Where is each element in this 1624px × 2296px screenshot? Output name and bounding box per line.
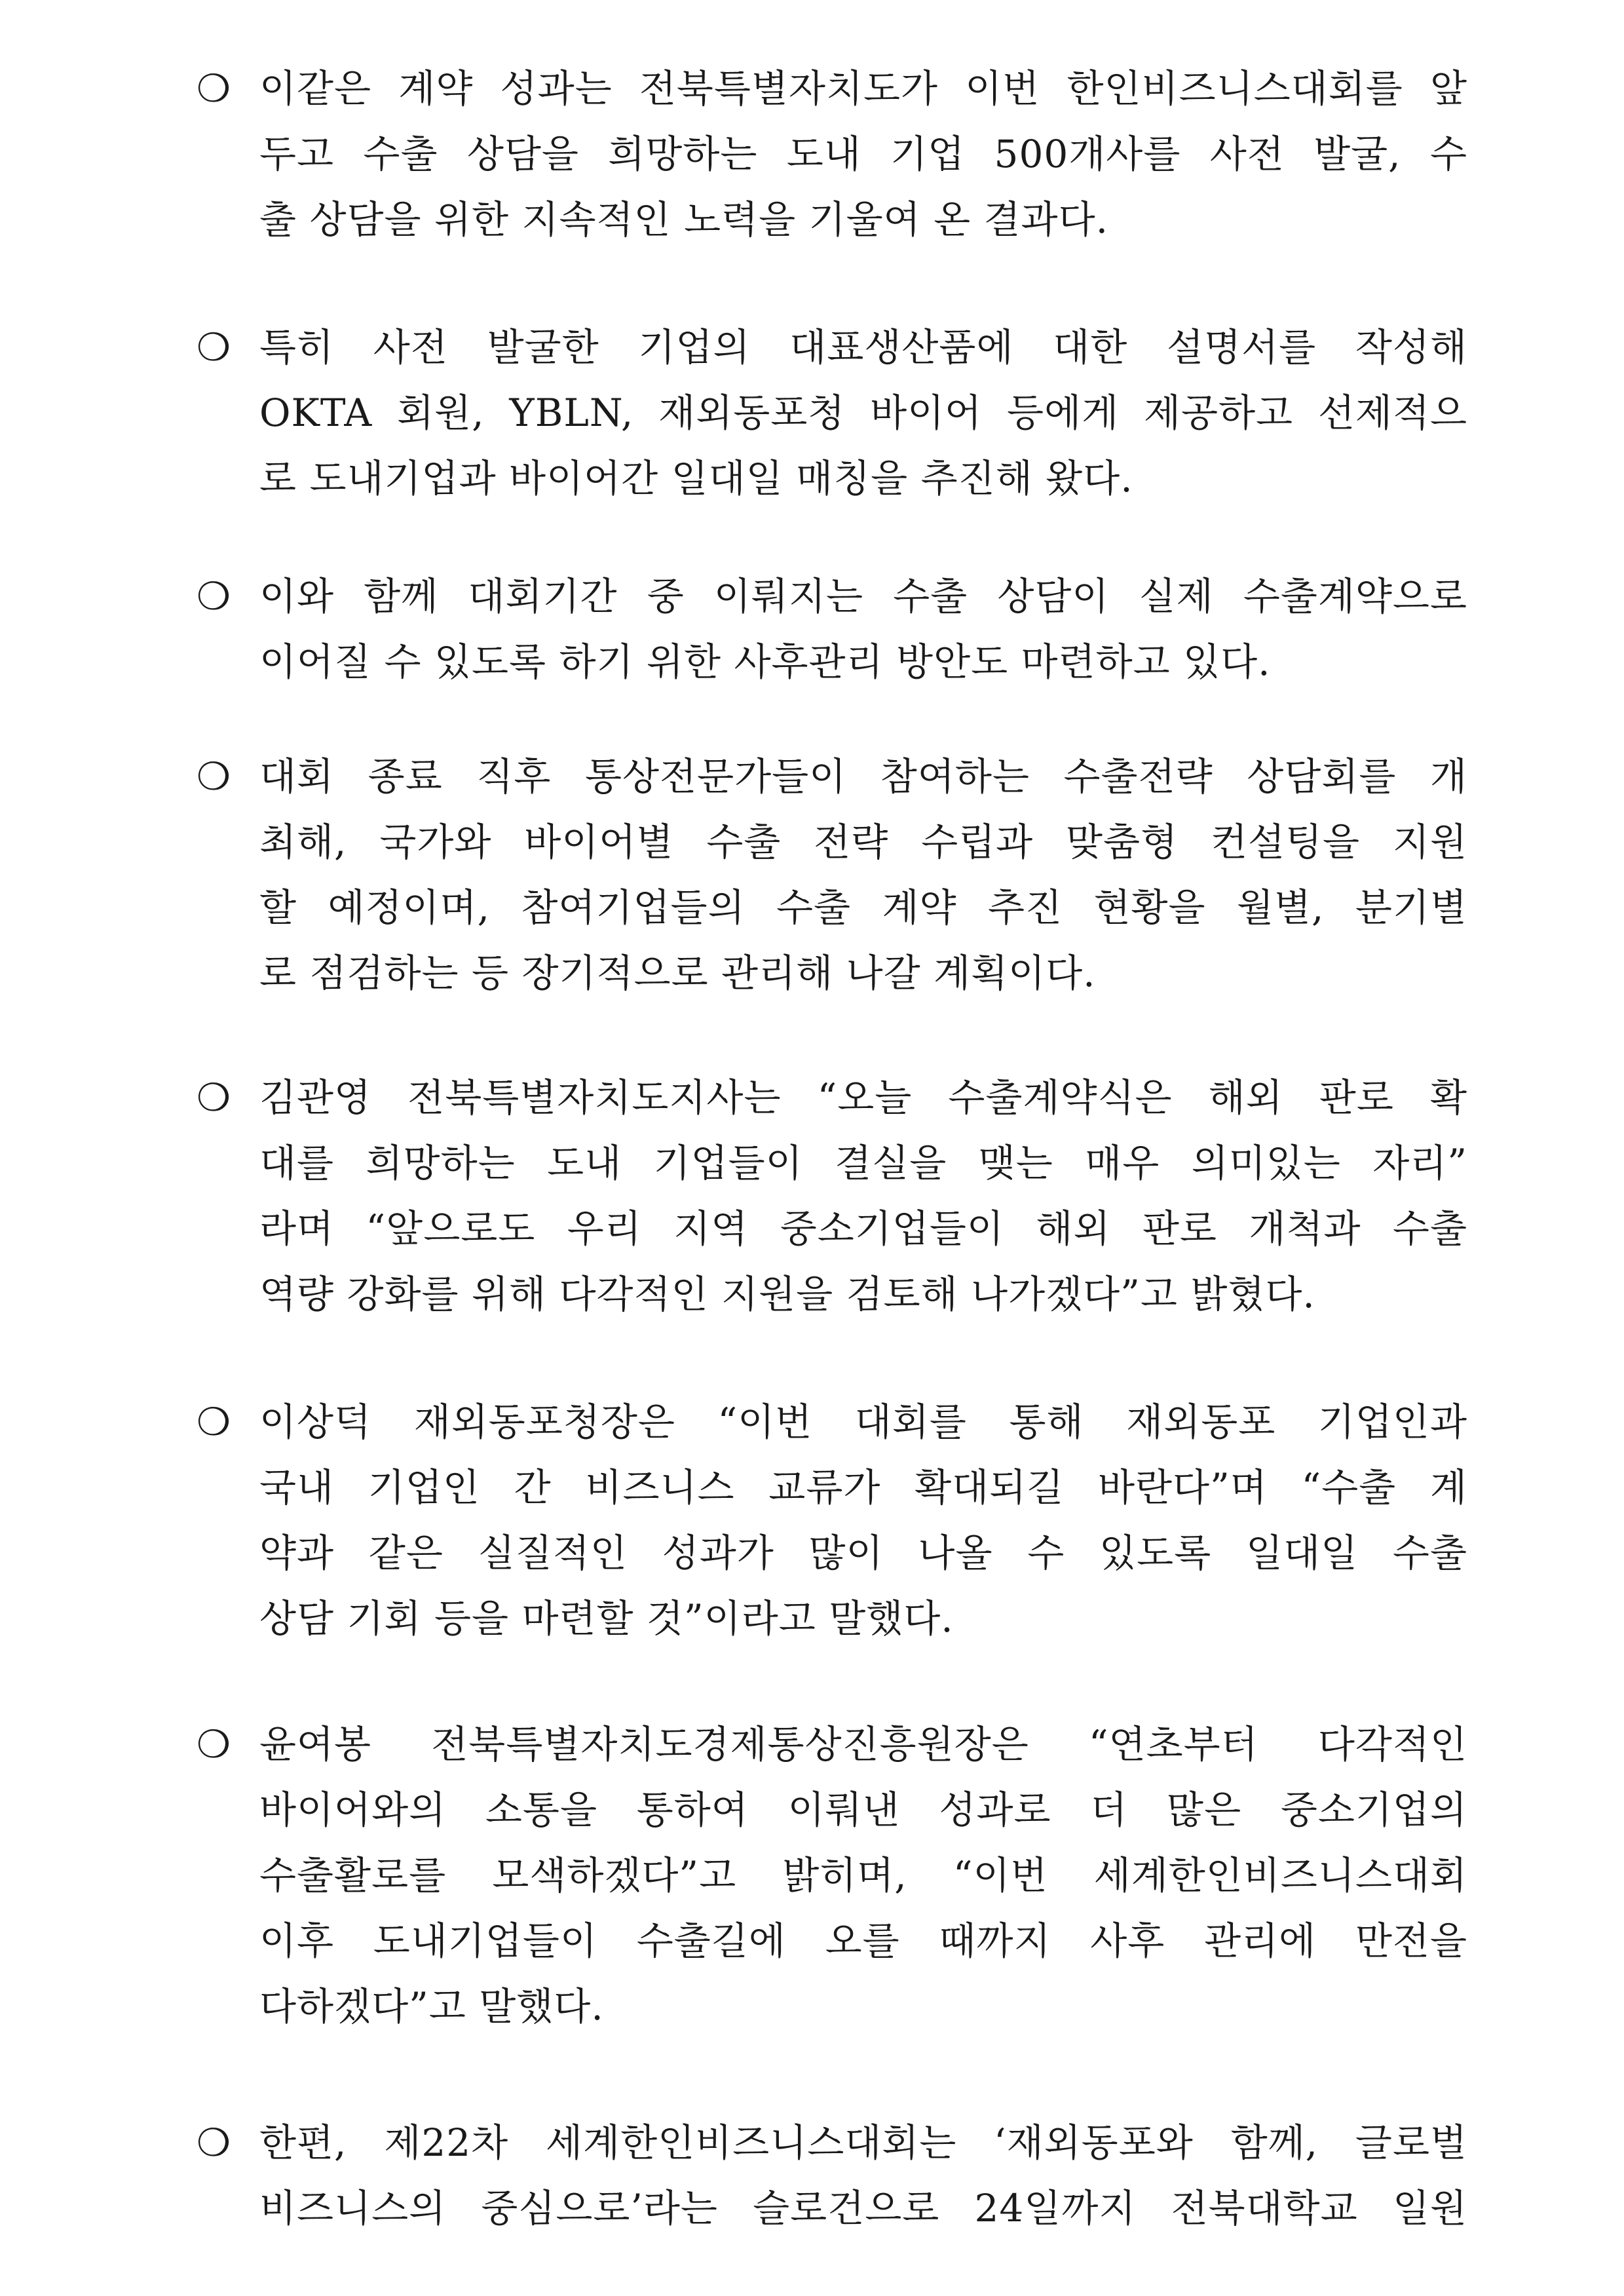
text-line: 비즈니스의 중심으로’라는 슬로건으로 24일까지 전북대학교 일원 bbox=[259, 2186, 1467, 2230]
text-line: 최해, 국가와 바이어별 수출 전략 수립과 맞춤형 컨설팅을 지원 bbox=[259, 820, 1467, 864]
circle-bullet-icon: ❍ bbox=[197, 325, 231, 370]
text-line: 라며 “앞으로도 우리 지역 중소기업들이 해외 판로 개척과 수출 bbox=[259, 1206, 1467, 1251]
paragraph-strategy-meeting bbox=[197, 744, 1467, 1006]
paragraph-text bbox=[259, 1712, 1467, 2039]
paragraph-governor-quote bbox=[197, 1065, 1467, 1327]
text-line: OKTA 회원, YBLN, 재외동포청 바이어 등에게 제공하고 선제적으 bbox=[259, 391, 1467, 435]
text-line: 바이어와의 소통을 통하여 이뤄낸 성과로 더 많은 중소기업의 bbox=[259, 1788, 1467, 1832]
paragraph-text bbox=[259, 56, 1467, 252]
circle-bullet-icon: ❍ bbox=[197, 1400, 231, 1444]
text-line: 대를 희망하는 도내 기업들이 결실을 맺는 매우 의미있는 자리” bbox=[259, 1141, 1467, 1185]
text-line: 이와 함께 대회기간 중 이뤄지는 수출 상담이 실제 수출계약으로 bbox=[259, 574, 1467, 619]
text-line: 이같은 계약 성과는 전북특별자치도가 이번 한인비즈니스대회를 앞 bbox=[259, 66, 1467, 111]
text-line: 상담 기회 등을 마련할 것”이라고 말했다. bbox=[259, 1596, 954, 1641]
text-line: 수출활로를 모색하겠다”고 밝히며, “이번 세계한인비즈니스대회 bbox=[259, 1853, 1467, 1898]
text-line: 출 상담을 위한 지속적인 노력을 기울여 온 결과다. bbox=[259, 197, 1109, 242]
text-line: 약과 같은 실질적인 성과가 많이 나올 수 있도록 일대일 수출 bbox=[259, 1531, 1467, 1575]
paragraph-matching bbox=[197, 315, 1467, 511]
text-line: 역량 강화를 위해 다각적인 지원을 검토해 나가겠다”고 밝혔다. bbox=[259, 1272, 1315, 1316]
paragraph-follow-up bbox=[197, 564, 1467, 695]
text-line: 두고 수출 상담을 희망하는 도내 기업 500개사를 사전 발굴, 수 bbox=[259, 132, 1467, 176]
text-line: 이어질 수 있도록 하기 위한 사후관리 방안도 마련하고 있다. bbox=[259, 640, 1271, 684]
circle-bullet-icon: ❍ bbox=[197, 1722, 231, 1767]
text-line: 로 점검하는 등 장기적으로 관리해 나갈 계획이다. bbox=[259, 951, 1096, 995]
paragraph-text bbox=[259, 744, 1467, 1006]
paragraph-agency-director-quote bbox=[197, 1712, 1467, 2039]
text-line: 윤여봉 전북특별자치도경제통상진흥원장은 “연초부터 다각적인 bbox=[259, 1722, 1467, 1767]
text-line: 대회 종료 직후 통상전문가들이 참여하는 수출전략 상담회를 개 bbox=[259, 754, 1467, 799]
paragraph-contract-results bbox=[197, 56, 1467, 252]
text-line: 이후 도내기업들이 수출길에 오를 때까지 사후 관리에 만전을 bbox=[259, 1919, 1467, 1963]
text-line: 특히 사전 발굴한 기업의 대표생산품에 대한 설명서를 작성해 bbox=[259, 325, 1467, 370]
paragraph-text bbox=[259, 1065, 1467, 1327]
text-line: 이상덕 재외동포청장은 “이번 대회를 통해 재외동포 기업인과 bbox=[259, 1400, 1467, 1444]
paragraph-convention-info bbox=[197, 2110, 1467, 2241]
paragraph-text bbox=[259, 2110, 1467, 2241]
circle-bullet-icon: ❍ bbox=[197, 66, 231, 111]
text-line: 로 도내기업과 바이어간 일대일 매칭을 추진해 왔다. bbox=[259, 456, 1133, 501]
paragraph-commissioner-quote bbox=[197, 1389, 1467, 1651]
paragraph-text bbox=[259, 315, 1467, 511]
circle-bullet-icon: ❍ bbox=[197, 574, 231, 619]
text-line: 김관영 전북특별자치도지사는 “오늘 수출계약식은 해외 판로 확 bbox=[259, 1075, 1467, 1120]
circle-bullet-icon: ❍ bbox=[197, 2120, 231, 2165]
paragraph-text bbox=[259, 564, 1467, 695]
paragraph-text bbox=[259, 1389, 1467, 1651]
text-line: 할 예정이며, 참여기업들의 수출 계약 추진 현황을 월별, 분기별 bbox=[259, 885, 1467, 930]
text-line: 다하겠다”고 말했다. bbox=[259, 1984, 604, 2029]
circle-bullet-icon: ❍ bbox=[197, 1075, 231, 1120]
circle-bullet-icon: ❍ bbox=[197, 754, 231, 799]
text-line: 한편, 제22차 세계한인비즈니스대회는 ‘재외동포와 함께, 글로벌 bbox=[259, 2120, 1467, 2165]
text-line: 국내 기업인 간 비즈니스 교류가 확대되길 바란다”며 “수출 계 bbox=[259, 1465, 1467, 1510]
